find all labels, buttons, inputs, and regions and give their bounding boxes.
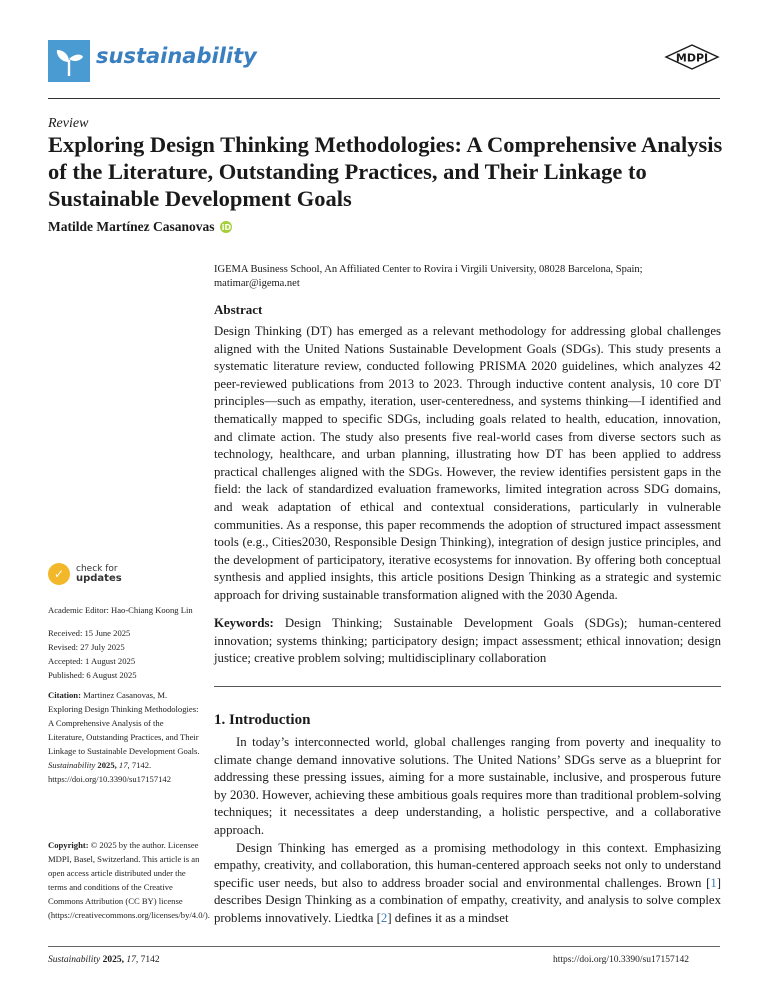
affiliation: IGEMA Business School, An Affiliated Center to Rovira i Virgili University, 08028 Barcelona, Spain; matimar@igema.net [214,264,643,289]
copyright-block: Copyright: © 2025 by the author. Licensee MDPI, Basel, Switzerland. This article is an open access article distributed under the terms and conditions of the Creative Commons Attribution (CC BY) license (https://creativecommons.org/licenses/by/4.0/). [48,840,210,920]
header-divider [48,98,720,99]
citation-link[interactable]: 2 [380,910,388,925]
received-date: Received: 15 June 2025 [48,628,131,638]
keywords-label: Keywords: [214,616,274,630]
check-for-updates-badge[interactable]: ✓ check for updates [48,563,122,585]
section-divider [214,686,721,687]
revised-date: Revised: 27 July 2025 [48,642,125,652]
author-line [48,219,232,235]
journal-logo [48,40,90,82]
author-name[interactable]: Matilde Martínez Casanovas [48,219,215,234]
section-heading-introduction: 1. Introduction [214,712,311,728]
article-title: Exploring Design Thinking Methodologies: A Comprehensive Analysis of the Literature, Outstanding Practices, and Their Linkage to Sustainable Development Goals [48,132,723,211]
published-date: Published: 6 August 2025 [48,670,137,680]
check-icon: ✓ [48,563,70,585]
footer-divider [48,946,720,947]
footer-citation: Sustainability 2025, 17, 7142 [48,955,160,965]
footer-doi[interactable]: https://doi.org/10.3390/su17157142 [553,955,690,965]
abstract-text: Design Thinking (DT) has emerged as a relevant methodology for addressing global challenges aligned with the United Nations Sustainable Development Goals (SDGs). This study presents a systematic literature review, conducted following PRISMA 2020 guidelines, which analyzes 42 peer-reviewed publications from 2013 to 2023. Through inductive content analysis, 10 core DT principles—such as empathy, iteration, user-centeredness, and systems thinking—I identified and thematically mapped to specific SDGs, including goals related to health, education, innovation, and climate action. The study also presents five real-world cases from diverse sectors such as technology, healthcare, and urban planning, illustrating how DT has been applied to address practical challenges aligned with the SDGs. However, the review identifies persistent gaps in the field: the lack of standardized evaluation frameworks, limited integration across SDG domains, and weak adaptation of ethical and contextual considerations, particularly in vulnerable communities. As a response, this paper recommends the adoption of structured impact assessment tools (e.g., Cities2030, Responsible Design Thinking), integration of design justice principles, and the development of participatory, iterative ecosystems for innovation. By offering both conceptual synthesis and applied insights, this article positions Design Thinking as a strategic and systemic approach for driving sustainable transformation aligned with the 2030 Agenda. [214,324,721,602]
abstract-heading: Abstract [214,302,263,317]
keywords-text: Design Thinking; Sustainable Development Goals (SDGs); human-centered innovation; systems thinking; participatory design; impact assessment; ethical innovation; design justice; creative problem solving; multidisciplinary collaboration [214,616,721,666]
orcid-icon[interactable]: iD [221,222,232,232]
accepted-date: Accepted: 1 August 2025 [48,656,136,666]
intro-paragraph-1: In today’s interconnected world, global challenges ranging from poverty and inequality to climate change demand innovative solutions. The United Nations’ SDGs serve as a blueprint for addressing these pressing issues, aiming for a more sustainable, inclusive, and prosperous future by 2030. However, achieving these ambitious goals requires more than traditional problem-solving techniques; it necessitates a deep understanding, a holistic perspective, and a collaborative approach. [214,735,721,837]
citation-block: Citation: Martinez Casanovas, M. Exploring Design Thinking Methodologies: A Comprehensive Analysis of the Literature, Outstanding Practices, and Their Linkage to Sustainable Development Goals. Sustainability 2025, 17, 7142. https://doi.org/10.3390/su17157142 [48,690,200,784]
keywords [214,615,721,668]
intro-paragraph-2: Design Thinking has emerged as a promising methodology in this context. Emphasizing empathy, creativity, and collaboration, this human-centered approach seeks not only to understand specific user needs, but also to address broader social and environmental challenges. Brown [1] describes Design Thinking as a combination of empathy, creativity, and analysis to solve complex problems innovatively. Liedtka [2] defines it as a mindset [214,840,721,925]
article-dates [48,626,200,682]
publisher-logo[interactable] [664,44,720,70]
publisher-logo-text: MDPI [675,51,709,65]
journal-name[interactable]: sustainability [96,44,257,68]
sprout-icon [48,40,90,82]
introduction-body [214,734,721,928]
article-type: Review [48,116,89,131]
academic-editor: Academic Editor: Hao-Chiang Koong Lin [48,605,193,615]
citation-link[interactable]: 1 [710,875,717,890]
